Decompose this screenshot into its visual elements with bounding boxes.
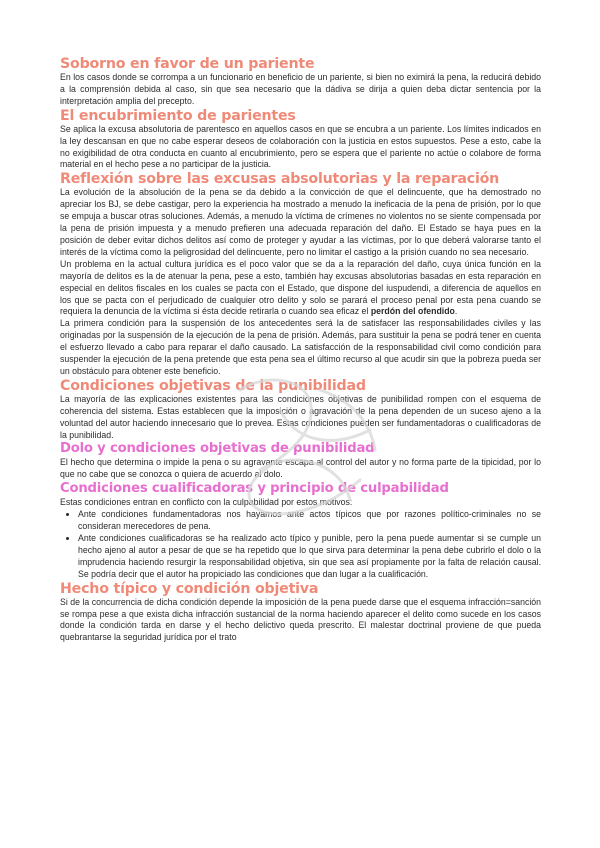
paragraph: La mayoría de las explicaciones existentes para las condiciones objetivas de punibilidad rompen con el esquema de coherencia del sistema. Estas establecen que la imposición o agravación de la pena dependen de un suceso ajeno a la voluntad del autor haciendo innecesario que lo prevea. Estas condiciones pueden ser fundamentadoras o cualificadoras de la punibilidad. <box>60 393 541 440</box>
paragraph: El hecho que determina o impide la pena o su agravante escapa al control del autor y no forma parte de la tipicidad, por lo que no cabe que se conozca o quiera de acuerdo al dolo. <box>60 457 541 480</box>
paragraph: Se aplica la excusa absolutoria de parentesco en aquellos casos en que se encubra a un pariente. Los límites indicados en la ley descansan en que no cabe esperar deseos de colaboración con la justicia en estos supuestos. Pese a esto, cabe la no exigibilidad de otra conducta en cuanto al encubrimiento, pero se espera que el pariente no actúe o colabore de forma material en el hecho pese a no participar de la justicia. <box>60 123 541 170</box>
bold-phrase: perdón del ofendido <box>370 306 455 317</box>
section-title-condiciones-objetivas: Condiciones objetivas de la punibilidad <box>60 377 366 394</box>
section-title-hecho-tipico: Hecho típico y condición objetiva <box>60 580 319 597</box>
bullet-list <box>60 509 541 580</box>
list-item: • Ante condiciones fundamentadoras nos hayamos ante actos típicos que por razones político-criminales no se consideran merecedores de pena. <box>78 509 541 533</box>
paragraph: La primera condición para la suspensión de los antecedentes será la de satisfacer las responsabilidades civiles y las originadas por la suspensión de la ejecución de la pena de prisión. Además, para sustituir la pena se podrá tener en cuenta el esfuerzo llevado a cabo para reparar el daño causado. La satisfacción de la responsabilidad civil como condición para suspender la ejecución de la pena pretende que esta pena sea el último recurso al que acudir sin que la pobreza pueda ser un obstáculo para obtener este beneficio. <box>60 318 541 376</box>
section-title-dolo: Dolo y condiciones objetivas de punibilidad <box>60 441 375 457</box>
document-page <box>60 56 541 644</box>
section-title-soborno: Soborno en favor de un pariente <box>60 56 315 72</box>
section-title-encubrimiento: El encubrimiento de parientes <box>60 107 296 124</box>
paragraph: Si de la concurrencia de dicha condición depende la imposición de la pena puede darse que el esquema infracción=sanción se rompa pese a que exista dicha infracción sustancial de la norma haciendo aparecer el delito como sucede en los casos donde la condición tarda en darse y el hecho delictivo queda prescrito. El malestar doctrinal proviene de que pueda quebrantarse la seguridad jurídica por el trato <box>60 596 541 643</box>
paragraph: Estas condiciones entran en conflicto con la culpabilidad por estos motivos: <box>60 497 353 508</box>
paragraph-text: Un problema en la actual cultura jurídica es el poco valor que se da a la reparación del daño, cuya única función en la mayoría de delitos es la de atenuar la pena, pese a esto, también hay excusas absolutorias basadas en esta reparación en especial en delitos fiscales en los cuales se pacta con el Estado, que dispone del iuspudendi, a diferencia de aquellos en los que se pacta con el perjudicado de cualquier otro delito y solo se parará el proceso penal por esta pena cuando se requiera la denuncia de la víctima si ésta decide retirarla o cuando sea eficaz el <box>60 258 541 317</box>
paragraph: La evolución de la absolución de la pena se da debido a la convicción de que el delincuente, que ha demostrado no apreciar los BJ, se debe castigar, pero la experiencia ha mostrado a menudo la ineficacia de la pena de prisión, por lo que se empuja a buscar otras soluciones. Además, a menudo la víctima de crímenes no violentos no se siente compensada por la pena de prisión impuesta y a menudo prefieren una adecuada reparación del daño. El Estado se haya pues en la posición de deber evitar dichos delitos así como de proteger y ayudar a las víctimas, por lo que deberá valorarse tanto el interés de la víctima como la peligrosidad del delincuente, pero no limitar el castigo a la prisión cuando no sea necesario. <box>60 187 541 257</box>
section-title-cualificadoras: Condiciones cualificadoras y principio de culpabilidad <box>60 481 449 497</box>
paragraph-with-bold <box>60 259 541 319</box>
section-title-reflexion: Reflexión sobre las excusas absolutorias y la reparación <box>60 171 500 188</box>
paragraph: En los casos donde se corrompa a un funcionario en beneficio de un pariente, si bien no eximirá la pena, la reducirá debido a la comprensión debida al caso, sin que sea necesario que la dádiva se dirija a quien deba dictar sentencia por la interpretación amplia del precepto. <box>60 72 541 106</box>
list-item: • Ante condiciones cualificadoras se ha realizado acto típico y punible, pero la pena puede aumentar si se cumple un hecho ajeno al autor a pesar de que se ha repetido que lo que sirva para determinar la pena debe cubrirlo el dolo o la imprudencia haciendo resurgir la responsabilidad objetiva, sin que sea así propiamente por la falta de relación causal. Se podría decir que el autor ha propiciado las condiciones que dan lugar a la cualificación. <box>78 533 541 581</box>
bold-suffix: . <box>454 306 458 317</box>
